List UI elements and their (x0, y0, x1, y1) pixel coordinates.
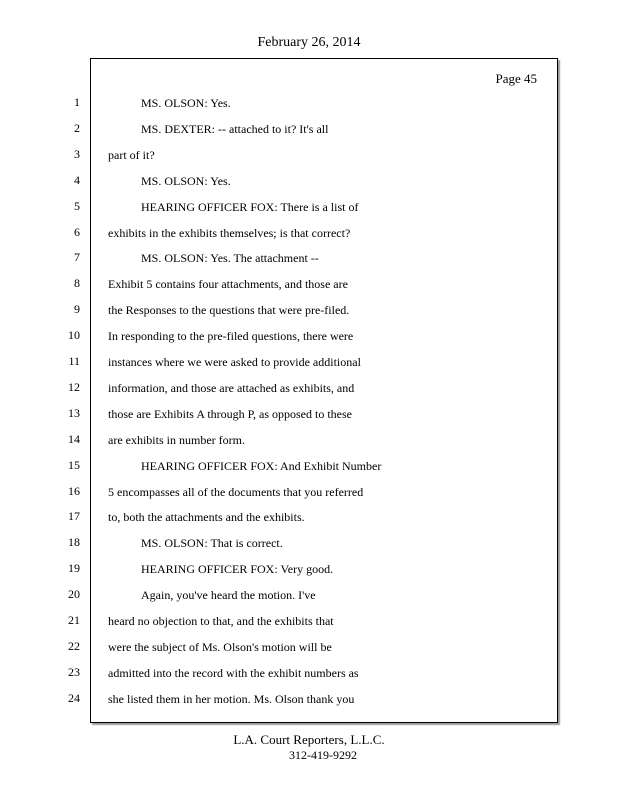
line-number: 10 (68, 328, 80, 343)
line-number: 11 (68, 354, 80, 368)
transcript-line: she listed them in her motion. Ms. Olson thank you (108, 691, 355, 706)
line-number: 22 (68, 638, 80, 653)
line-number: 9 (74, 302, 80, 317)
line-number: 14 (68, 431, 80, 446)
line-number: 16 (68, 483, 80, 498)
transcript-line: heard no objection to that, and the exhibits that (108, 614, 334, 628)
transcript-line: MS. OLSON: Yes. (141, 173, 231, 188)
footer-company-name: L.A. Court Reporters, L.L.C. (233, 732, 385, 747)
transcript-line: admitted into the record with the exhibit numbers as (108, 665, 359, 680)
line-number: 21 (68, 613, 80, 627)
transcript-line: In responding to the pre-filed questions, there were (108, 329, 354, 344)
transcript-line: Again, you've heard the motion. I've (141, 588, 316, 603)
transcript-line: 5 encompasses all of the documents that you referred (108, 484, 364, 499)
page-number: Page 45 (495, 71, 537, 86)
line-number: 1 (74, 95, 80, 109)
line-number: 19 (68, 561, 80, 576)
line-number: 12 (68, 379, 80, 394)
transcript-line: HEARING OFFICER FOX: And Exhibit Number (141, 458, 382, 473)
transcript-date: February 26, 2014 (257, 35, 361, 50)
transcript-line: to, both the attachments and the exhibits. (108, 510, 305, 525)
transcript-page (90, 58, 558, 723)
transcript-line: were the subject of Ms. Olson's motion will be (108, 639, 332, 654)
transcript-line: are exhibits in number form. (108, 432, 245, 447)
transcript-line: MS. OLSON: Yes. The attachment -- (141, 251, 319, 266)
transcript-line: Exhibit 5 contains four attachments, and those are (108, 277, 348, 292)
line-number: 5 (74, 198, 80, 213)
transcript-line: those are Exhibits A through P, as opposed to these (108, 406, 352, 421)
transcript-line: MS. DEXTER: -- attached to it? It's all (141, 121, 329, 136)
transcript-line: MS. OLSON: Yes. (141, 96, 231, 110)
footer-phone-number: 312-419-9292 (289, 748, 357, 762)
line-number: 7 (74, 250, 80, 265)
transcript-line: information, and those are attached as exhibits, and (108, 380, 355, 395)
line-number: 18 (68, 535, 80, 550)
line-number: 20 (68, 587, 80, 602)
line-number: 2 (74, 120, 80, 135)
line-number: 8 (74, 276, 80, 291)
transcript-line: part of it? (108, 147, 155, 162)
transcript-line: the Responses to the questions that were pre-filed. (108, 303, 350, 318)
transcript-line: HEARING OFFICER FOX: Very good. (141, 562, 334, 577)
transcript-line: exhibits in the exhibits themselves; is that correct? (108, 225, 351, 240)
transcript-line: HEARING OFFICER FOX: There is a list of (141, 199, 359, 214)
line-number: 17 (68, 509, 80, 524)
line-number: 23 (68, 664, 80, 679)
line-number: 24 (68, 690, 80, 705)
transcript-line: instances where we were asked to provide additional (108, 355, 361, 369)
line-number: 13 (68, 405, 80, 420)
line-number: 3 (74, 146, 80, 161)
line-number: 6 (74, 224, 80, 239)
transcript-line: MS. OLSON: That is correct. (141, 536, 283, 551)
line-number: 4 (74, 172, 80, 187)
line-number: 15 (68, 457, 80, 472)
